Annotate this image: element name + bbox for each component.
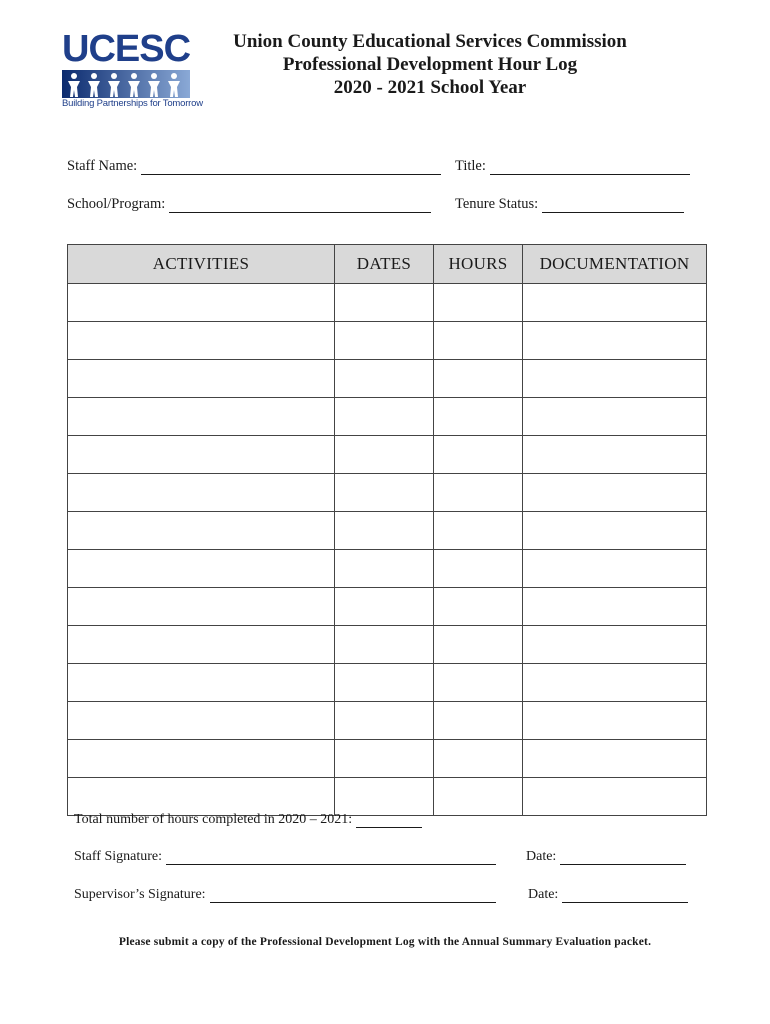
staff-name-label: Staff Name: <box>67 158 138 174</box>
cell-dates[interactable] <box>335 398 434 436</box>
cell-dates[interactable] <box>335 702 434 740</box>
staff-signature-label: Staff Signature: <box>74 849 163 864</box>
table-row <box>68 588 707 626</box>
cell-hours[interactable] <box>434 474 523 512</box>
cell-dates[interactable] <box>335 626 434 664</box>
cell-activities[interactable] <box>68 398 335 436</box>
total-hours-label: Total number of hours completed in 2020 – 2021: <box>74 812 353 827</box>
total-hours-field[interactable] <box>74 812 422 828</box>
table-row <box>68 550 707 588</box>
cell-documentation[interactable] <box>523 360 707 398</box>
cell-activities[interactable] <box>68 702 335 740</box>
date-field-1[interactable] <box>526 849 686 865</box>
cell-documentation[interactable] <box>523 626 707 664</box>
table-row <box>68 702 707 740</box>
table-row <box>68 436 707 474</box>
cell-hours[interactable] <box>434 778 523 816</box>
table-row <box>68 626 707 664</box>
date-line-2[interactable] <box>562 887 688 903</box>
cell-dates[interactable] <box>335 588 434 626</box>
cell-activities[interactable] <box>68 360 335 398</box>
column-header-hours: HOURS <box>434 245 523 284</box>
cell-activities[interactable] <box>68 512 335 550</box>
cell-dates[interactable] <box>335 778 434 816</box>
table-row <box>68 474 707 512</box>
tenure-status-label: Tenure Status: <box>455 196 539 212</box>
cell-documentation[interactable] <box>523 322 707 360</box>
table-row <box>68 398 707 436</box>
cell-hours[interactable] <box>434 284 523 322</box>
table-row <box>68 322 707 360</box>
table-row <box>68 664 707 702</box>
date-line-1[interactable] <box>560 849 686 865</box>
table-row <box>68 360 707 398</box>
cell-documentation[interactable] <box>523 664 707 702</box>
staff-name-line[interactable] <box>141 159 441 175</box>
cell-dates[interactable] <box>335 474 434 512</box>
table-row <box>68 284 707 322</box>
cell-documentation[interactable] <box>523 588 707 626</box>
table-header-row <box>68 245 707 284</box>
cell-hours[interactable] <box>434 360 523 398</box>
supervisor-signature-label: Supervisor’s Signature: <box>74 887 206 902</box>
cell-activities[interactable] <box>68 740 335 778</box>
cell-documentation[interactable] <box>523 284 707 322</box>
tenure-status-field[interactable] <box>455 196 684 213</box>
date-field-2[interactable] <box>528 887 688 903</box>
cell-activities[interactable] <box>68 284 335 322</box>
cell-activities[interactable] <box>68 550 335 588</box>
column-header-documentation: DOCUMENTATION <box>523 245 707 284</box>
cell-hours[interactable] <box>434 702 523 740</box>
cell-dates[interactable] <box>335 512 434 550</box>
cell-documentation[interactable] <box>523 474 707 512</box>
table-row <box>68 778 707 816</box>
logo-tagline: Building Partnerships for Tomorrow <box>62 98 203 109</box>
staff-name-field[interactable] <box>67 158 441 175</box>
cell-hours[interactable] <box>434 550 523 588</box>
cell-activities[interactable] <box>68 436 335 474</box>
cell-activities[interactable] <box>68 626 335 664</box>
school-year: 2020 - 2021 School Year <box>333 77 527 98</box>
cell-activities[interactable] <box>68 778 335 816</box>
school-program-line[interactable] <box>169 197 431 213</box>
cell-documentation[interactable] <box>523 398 707 436</box>
date-label-2: Date: <box>528 887 559 902</box>
cell-documentation[interactable] <box>523 740 707 778</box>
org-name: Union County Educational Services Commission <box>233 31 627 52</box>
cell-dates[interactable] <box>335 550 434 588</box>
cell-dates[interactable] <box>335 322 434 360</box>
logo-figures-icon <box>62 70 190 98</box>
column-header-activities: ACTIVITIES <box>68 245 335 284</box>
submission-note: Please submit a copy of the Professional Development Log with the Annual Summary Evaluation packet. <box>118 936 652 948</box>
activity-log-table <box>67 244 707 816</box>
cell-hours[interactable] <box>434 398 523 436</box>
cell-hours[interactable] <box>434 740 523 778</box>
date-label-1: Date: <box>526 849 557 864</box>
cell-hours[interactable] <box>434 322 523 360</box>
supervisor-signature-field[interactable] <box>74 887 496 903</box>
staff-signature-field[interactable] <box>74 849 496 865</box>
ucesc-logo <box>60 28 203 112</box>
table-body <box>68 284 707 816</box>
column-header-dates: DATES <box>335 245 434 284</box>
cell-dates[interactable] <box>335 284 434 322</box>
document-header <box>200 30 660 99</box>
table-row <box>68 512 707 550</box>
title-label: Title: <box>455 158 486 174</box>
cell-documentation[interactable] <box>523 778 707 816</box>
tenure-status-line[interactable] <box>542 197 684 213</box>
cell-hours[interactable] <box>434 664 523 702</box>
cell-activities[interactable] <box>68 474 335 512</box>
cell-activities[interactable] <box>68 322 335 360</box>
cell-documentation[interactable] <box>523 702 707 740</box>
cell-documentation[interactable] <box>523 550 707 588</box>
table-row <box>68 740 707 778</box>
cell-dates[interactable] <box>335 360 434 398</box>
document-title: Professional Development Hour Log <box>282 54 578 75</box>
school-program-label: School/Program: <box>67 196 166 212</box>
cell-hours[interactable] <box>434 588 523 626</box>
cell-dates[interactable] <box>335 664 434 702</box>
cell-hours[interactable] <box>434 436 523 474</box>
title-line[interactable] <box>490 159 690 175</box>
staff-signature-line[interactable] <box>166 849 496 865</box>
cell-hours[interactable] <box>434 512 523 550</box>
cell-activities[interactable] <box>68 588 335 626</box>
cell-dates[interactable] <box>335 740 434 778</box>
cell-hours[interactable] <box>434 626 523 664</box>
cell-dates[interactable] <box>335 436 434 474</box>
supervisor-signature-line[interactable] <box>210 887 496 903</box>
cell-documentation[interactable] <box>523 436 707 474</box>
school-program-field[interactable] <box>67 196 431 213</box>
cell-documentation[interactable] <box>523 512 707 550</box>
title-field[interactable] <box>455 158 690 175</box>
logo-wordmark: UCESC <box>62 28 191 70</box>
cell-activities[interactable] <box>68 664 335 702</box>
total-hours-line[interactable] <box>356 812 422 828</box>
